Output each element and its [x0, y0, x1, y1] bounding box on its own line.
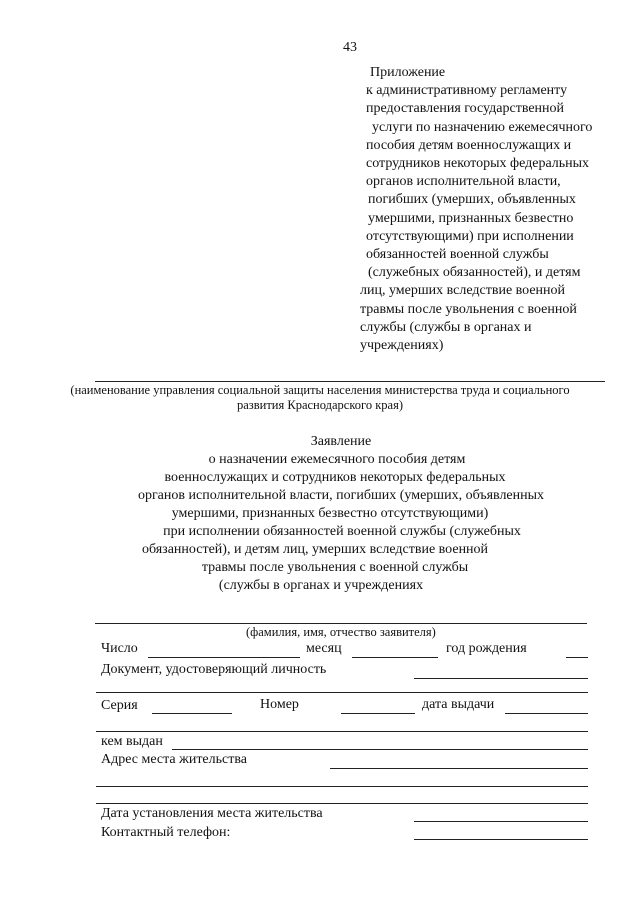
id-document-label: Документ, удостоверяющий личность [101, 662, 327, 677]
statement-line: обязанностей), и детям лиц, умерших вследствие военной [141, 542, 489, 557]
birth-year-label: год рождения [446, 641, 527, 656]
authority-caption [40, 383, 600, 413]
fio-caption: (фамилия, имя, отчество заявителя) [246, 625, 436, 639]
appendix-line: службы (службы в органах и [360, 319, 532, 335]
statement-line: Заявление [310, 434, 372, 449]
number-label: Номер [260, 697, 299, 712]
authority-name-line [95, 381, 605, 382]
statement-line: при исполнении обязанностей военной службы (служебных [163, 524, 521, 539]
residence-date-label: Дата установления места жительства [101, 806, 323, 821]
appendix-line: лиц, умерших вследствие военной [360, 283, 566, 299]
phone-label: Контактный телефон: [101, 825, 231, 840]
day-label: Число [101, 641, 138, 656]
id-document-field[interactable] [414, 678, 588, 679]
address-label: Адрес места жительства [101, 752, 247, 767]
id-document-field-extra[interactable] [96, 692, 588, 693]
statement-line: военнослужащих и сотрудников некоторых федеральных [164, 470, 506, 485]
appendix-line: травмы после увольнения с военной [360, 301, 577, 317]
extra-line[interactable] [96, 731, 588, 732]
appendix-line: погибших (умерших, объявленных [368, 192, 576, 208]
fio-line[interactable] [95, 623, 587, 624]
appendix-line: Приложение [370, 65, 446, 80]
number-field[interactable] [341, 713, 415, 714]
appendix-line: учреждениях) [360, 338, 444, 354]
residence-date-field[interactable] [414, 821, 588, 822]
month-field[interactable] [352, 657, 438, 658]
series-field[interactable] [152, 713, 232, 714]
appendix-line: (служебных обязанностей), и детям [368, 265, 581, 281]
page-number: 43 [343, 40, 357, 55]
phone-field[interactable] [414, 839, 588, 840]
address-field-extra-1[interactable] [96, 786, 588, 787]
appendix-line: отсутствующими) при исполнении [366, 228, 574, 244]
statement-line: (службы в органах и учреждениях [218, 578, 424, 593]
authority-caption-line2: развития Краснодарского края) [237, 398, 403, 412]
appendix-line: сотрудников некоторых федеральных [366, 156, 590, 172]
series-label: Серия [101, 698, 138, 713]
appendix-line: услуги по назначению ежемесячного [372, 119, 593, 135]
statement-line: органов исполнительной власти, погибших (умерших, объявленных [137, 488, 545, 503]
address-field[interactable] [330, 768, 588, 769]
statement-line: умершими, признанных безвестно отсутствующими) [171, 506, 489, 521]
appendix-line: органов исполнительной власти, [366, 174, 561, 190]
issue-date-field[interactable] [505, 713, 588, 714]
statement-line: травмы после увольнения с военной службы [201, 560, 469, 575]
day-field[interactable] [148, 657, 300, 658]
month-label: месяц [306, 641, 342, 656]
issued-by-label: кем выдан [101, 734, 163, 749]
statement-title-block [80, 433, 580, 595]
appendix-line: к административному регламенту [366, 83, 568, 99]
authority-caption-line1: (наименование управления социальной защиты населения министерства труда и социального [70, 383, 570, 397]
appendix-line: умершими, признанных безвестно [368, 210, 574, 226]
statement-line: о назначении ежемесячного пособия детям [208, 452, 466, 467]
appendix-block [360, 64, 626, 355]
appendix-line: пособия детям военнослужащих и [366, 137, 572, 153]
appendix-line: обязанностей военной службы [366, 247, 549, 263]
issue-date-label: дата выдачи [422, 697, 495, 712]
birth-year-field[interactable] [566, 657, 588, 658]
issued-by-field[interactable] [172, 749, 588, 750]
appendix-line: предоставления государственной [366, 101, 565, 117]
address-field-extra-2[interactable] [96, 803, 588, 804]
